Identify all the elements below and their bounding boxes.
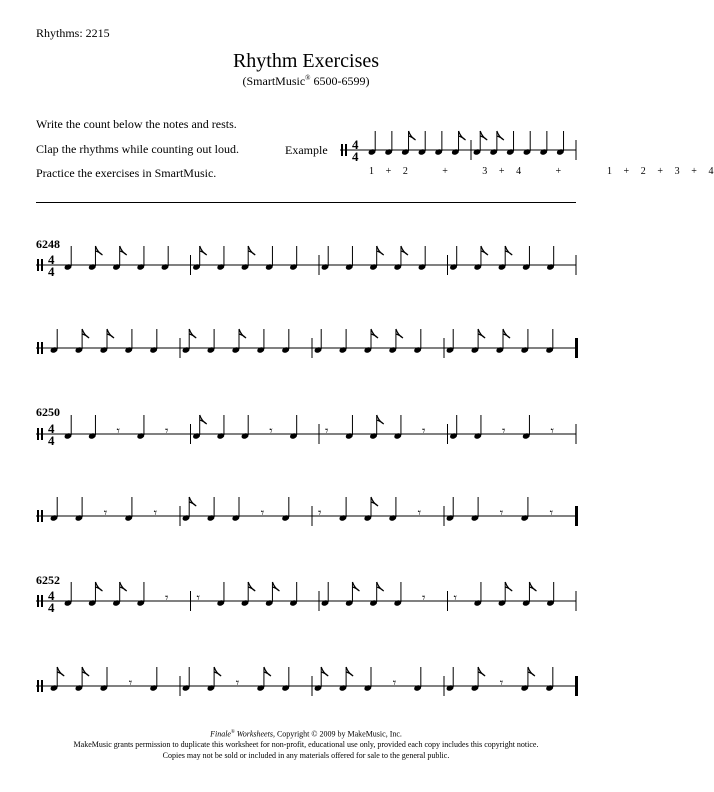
exercise-number-6252: 6252: [36, 573, 60, 587]
instruction-clap: Clap the rhythms while counting out loud.: [36, 142, 239, 156]
eighth-rest: 𝄾: [128, 676, 133, 691]
eighth-flag: [57, 667, 64, 676]
time-signature-top: 4: [352, 137, 359, 152]
eighth-flag: [200, 415, 207, 424]
eighth-flag: [82, 329, 89, 338]
exercise-number-6248: 6248: [36, 237, 60, 251]
footer-line-1: [0, 728, 612, 740]
time-signature-top: 4: [48, 421, 55, 436]
eighth-flag: [401, 246, 408, 255]
eighth-flag: [321, 667, 328, 676]
eighth-rest: 𝄾: [164, 591, 169, 606]
eighth-flag: [248, 246, 255, 255]
eighth-flag: [371, 497, 378, 506]
exercise-number-6250: 6250: [36, 405, 60, 419]
percussion-clef-icon: [37, 428, 39, 440]
eighth-flag: [503, 329, 510, 338]
eighth-flag: [239, 329, 246, 338]
eighth-flag: [200, 246, 207, 255]
time-signature-bottom: 4: [48, 600, 55, 615]
time-signature-bottom: 4: [352, 149, 359, 164]
percussion-clef-icon: [41, 259, 43, 271]
eighth-flag: [264, 667, 271, 676]
copyright-footer: [0, 728, 612, 761]
eighth-flag: [189, 329, 196, 338]
eighth-flag: [95, 246, 102, 255]
percussion-clef-icon: [345, 144, 347, 156]
example-counts: 1 + 2 + 3 + 4 + 1 + 2 + 3 + 4: [369, 166, 714, 177]
page-title: Rhythm Exercises: [232, 50, 380, 72]
eighth-rest: 𝄾: [392, 676, 397, 691]
instruction-practice: Practice the exercises in SmartMusic.: [36, 166, 217, 180]
subtitle-prefix: (SmartMusic: [242, 74, 306, 88]
eighth-flag: [505, 582, 512, 591]
eighth-rest: 𝄾: [421, 424, 426, 439]
eighth-flag: [528, 667, 535, 676]
eighth-rest: 𝄾: [103, 506, 108, 521]
eighth-flag: [214, 667, 221, 676]
percussion-clef-icon: [37, 259, 39, 271]
eighth-rest: 𝄾: [260, 506, 265, 521]
eighth-flag: [189, 497, 196, 506]
eighth-flag: [272, 582, 279, 591]
footer-worksheets: Worksheets: [234, 729, 273, 739]
eighth-rest: 𝄾: [499, 506, 504, 521]
eighth-flag: [120, 582, 127, 591]
eighth-flag: [248, 582, 255, 591]
footer-reg-mark: ®: [230, 730, 235, 735]
final-bar-line: [575, 506, 578, 526]
percussion-clef-icon: [37, 510, 39, 522]
final-bar-line: [575, 676, 578, 696]
eighth-rest: 𝄾: [453, 591, 457, 606]
final-bar-line: [575, 338, 578, 358]
footer-finale: Finale: [210, 729, 231, 739]
percussion-clef-icon: [41, 595, 43, 607]
eighth-rest: 𝄾: [499, 676, 504, 691]
eighth-flag: [107, 329, 114, 338]
percussion-clef-icon: [37, 342, 39, 354]
eighth-rest: 𝄾: [153, 506, 158, 521]
time-signature-top: 4: [48, 588, 55, 603]
eighth-flag: [396, 329, 403, 338]
eighth-rest: 𝄾: [318, 506, 322, 521]
eighth-rest: 𝄾: [549, 506, 554, 521]
eighth-rest: 𝄾: [164, 424, 169, 439]
percussion-clef-icon: [37, 595, 39, 607]
eighth-flag: [409, 131, 416, 140]
footer-line-2: MakeMusic grants permission to duplicate this worksheet for non-profit, educational use only, provided each copy includes this copyright notice.: [73, 740, 539, 750]
percussion-clef-icon: [41, 510, 43, 522]
eighth-flag: [505, 246, 512, 255]
percussion-clef-icon: [41, 428, 43, 440]
eighth-flag: [352, 582, 359, 591]
eighth-rest: 𝄾: [550, 424, 554, 439]
eighth-flag: [529, 582, 536, 591]
eighth-rest: 𝄾: [421, 591, 426, 606]
example-label: Example: [285, 143, 328, 157]
eighth-rest: 𝄾: [235, 676, 240, 691]
eighth-flag: [459, 131, 466, 140]
eighth-rest: 𝄾: [325, 424, 329, 439]
eighth-flag: [82, 667, 89, 676]
time-signature-bottom: 4: [48, 264, 55, 279]
eighth-flag: [120, 246, 127, 255]
eighth-rest: 𝄾: [116, 424, 120, 439]
eighth-flag: [377, 415, 384, 424]
eighth-flag: [478, 667, 485, 676]
worksheet-code: Rhythms: 2215: [36, 26, 110, 40]
percussion-clef-icon: [341, 144, 343, 156]
eighth-rest: 𝄾: [417, 506, 422, 521]
instruction-write: Write the count below the notes and rests.: [36, 117, 237, 131]
eighth-rest: 𝄾: [501, 424, 506, 439]
footer-copyright: , Copyright © 2009 by MakeMusic, Inc.: [272, 729, 402, 739]
time-signature-bottom: 4: [48, 433, 55, 448]
eighth-flag: [481, 246, 488, 255]
percussion-clef-icon: [41, 342, 43, 354]
time-signature-top: 4: [48, 252, 55, 267]
eighth-flag: [377, 582, 384, 591]
eighth-flag: [480, 131, 487, 140]
eighth-flag: [371, 329, 378, 338]
eighth-rest: 𝄾: [196, 591, 200, 606]
subtitle-suffix: 6500-6599): [310, 74, 370, 88]
footer-line-3: Copies may not be sold or included in any materials offered for sale to the general public.: [162, 750, 450, 760]
registered-mark: ®: [305, 74, 311, 82]
percussion-clef-icon: [41, 680, 43, 692]
eighth-flag: [478, 329, 485, 338]
eighth-flag: [377, 246, 384, 255]
eighth-flag: [346, 667, 353, 676]
percussion-clef-icon: [37, 680, 39, 692]
eighth-flag: [497, 131, 504, 140]
eighth-rest: 𝄾: [269, 424, 273, 439]
eighth-flag: [95, 582, 102, 591]
